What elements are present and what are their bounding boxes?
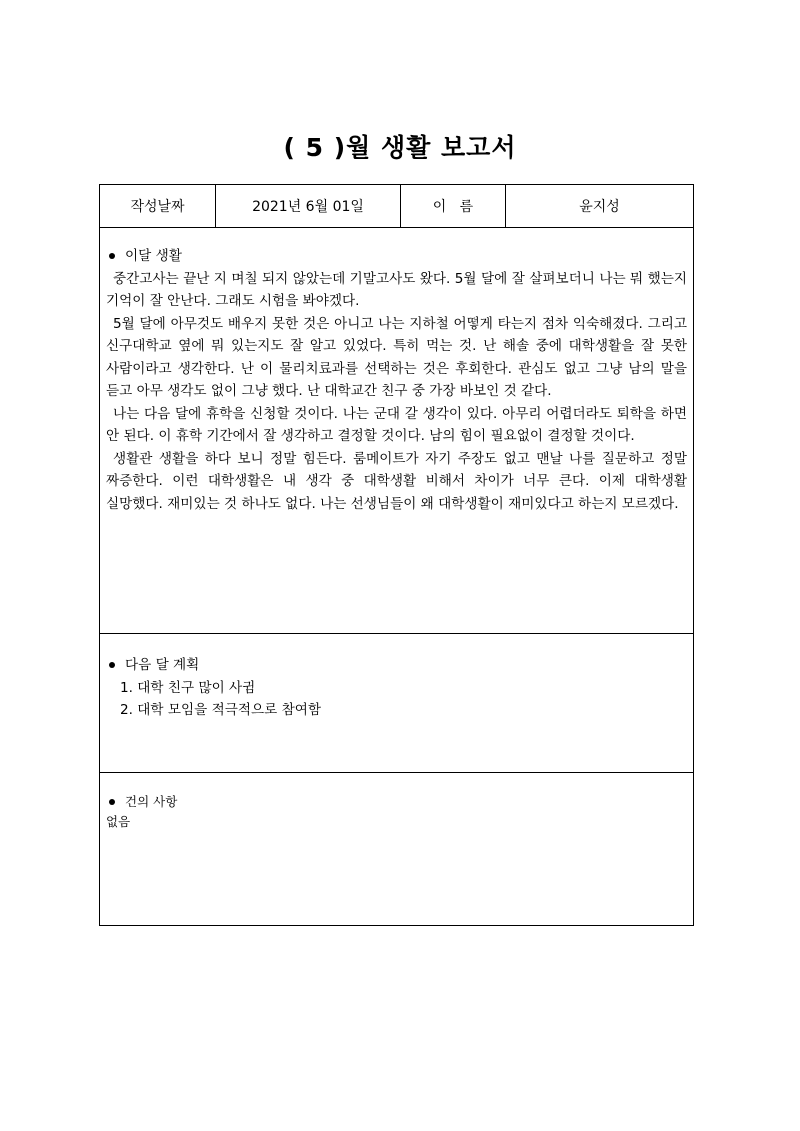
report-table — [99, 184, 694, 926]
name-value: 윤지성 — [579, 199, 620, 215]
date-label: 작성날짜 — [100, 185, 216, 227]
list-item: 1. 대학 친구 많이 사귐 — [120, 679, 256, 696]
monthly-life-section — [100, 228, 693, 634]
bullet-icon — [109, 662, 115, 668]
report-title: ( 5 )월 생활 보고서 — [283, 133, 517, 162]
bullet-icon — [109, 253, 115, 259]
list-item: 2. 대학 모임을 적극적으로 참여함 — [120, 702, 321, 718]
bullet-icon — [109, 799, 115, 805]
suggestions-body: 없음 — [106, 814, 131, 829]
next-plan-heading-text: 다음 달 계획 — [125, 657, 200, 673]
monthly-life-heading — [106, 245, 687, 268]
suggestions-heading — [106, 792, 687, 812]
name-label: 이 름 — [401, 185, 506, 227]
next-plan-section — [100, 634, 693, 773]
monthly-life-paragraph: 중간고사는 끝난 지 며칠 되지 않았는데 기말고사도 왔다. 5월 달에 잘 살펴보더니 나는 뭐 했는지 기억이 잘 안난다. 그래도 시험을 봐야겠다. — [106, 270, 687, 309]
monthly-life-heading-text: 이달 생활 — [125, 248, 182, 264]
date-value: 2021년 6월 01일 — [216, 185, 401, 227]
suggestions-heading-text: 건의 사항 — [125, 794, 178, 809]
report-header-row — [100, 185, 693, 228]
monthly-life-paragraph: 생활관 생활을 하다 보니 정말 힘든다. 룸메이트가 자기 주장도 없고 맨날 나를 질문하고 정말 짜증한다. 이런 대학생활은 내 생각 중 대학생활 비해서 차이가 너무 큰다. 이제 대학생활 실망했다. 재미있는 것 하나도 없다. 나는 선생님들이 왜 대학생활이 재미있다고 하는지 모르겠다. — [106, 450, 687, 512]
monthly-life-paragraph: 5월 달에 아무것도 배우지 못한 것은 아니고 나는 지하철 어떻게 타는지 점차 익숙해졌다. 그리고 신구대학교 옆에 뭐 있는지도 잘 알고 있었다. 특히 먹는 것. 난 해솔 중에 대학생활을 잘 못한 사람이라고 생각한다. 난 이 물리치료과를 선택하는 것은 후회한다. 관심도 없고 그냥 남의 말을 듣고 아무 생각도 없이 그냥 했다. 난 대학교간 친구 중 가장 바보인 것 같다. — [106, 315, 687, 399]
monthly-life-paragraph: 나는 다음 달에 휴학을 신청할 것이다. 나는 군대 갈 생각이 있다. 아무리 어렵더라도 퇴학을 하면 안 된다. 이 휴학 기간에서 잘 생각하고 결정할 것이다. 남의 힘이 필요없이 결정할 것이다. — [106, 405, 687, 444]
next-plan-list — [106, 677, 687, 722]
next-plan-heading — [106, 654, 687, 677]
suggestions-section — [100, 773, 693, 925]
